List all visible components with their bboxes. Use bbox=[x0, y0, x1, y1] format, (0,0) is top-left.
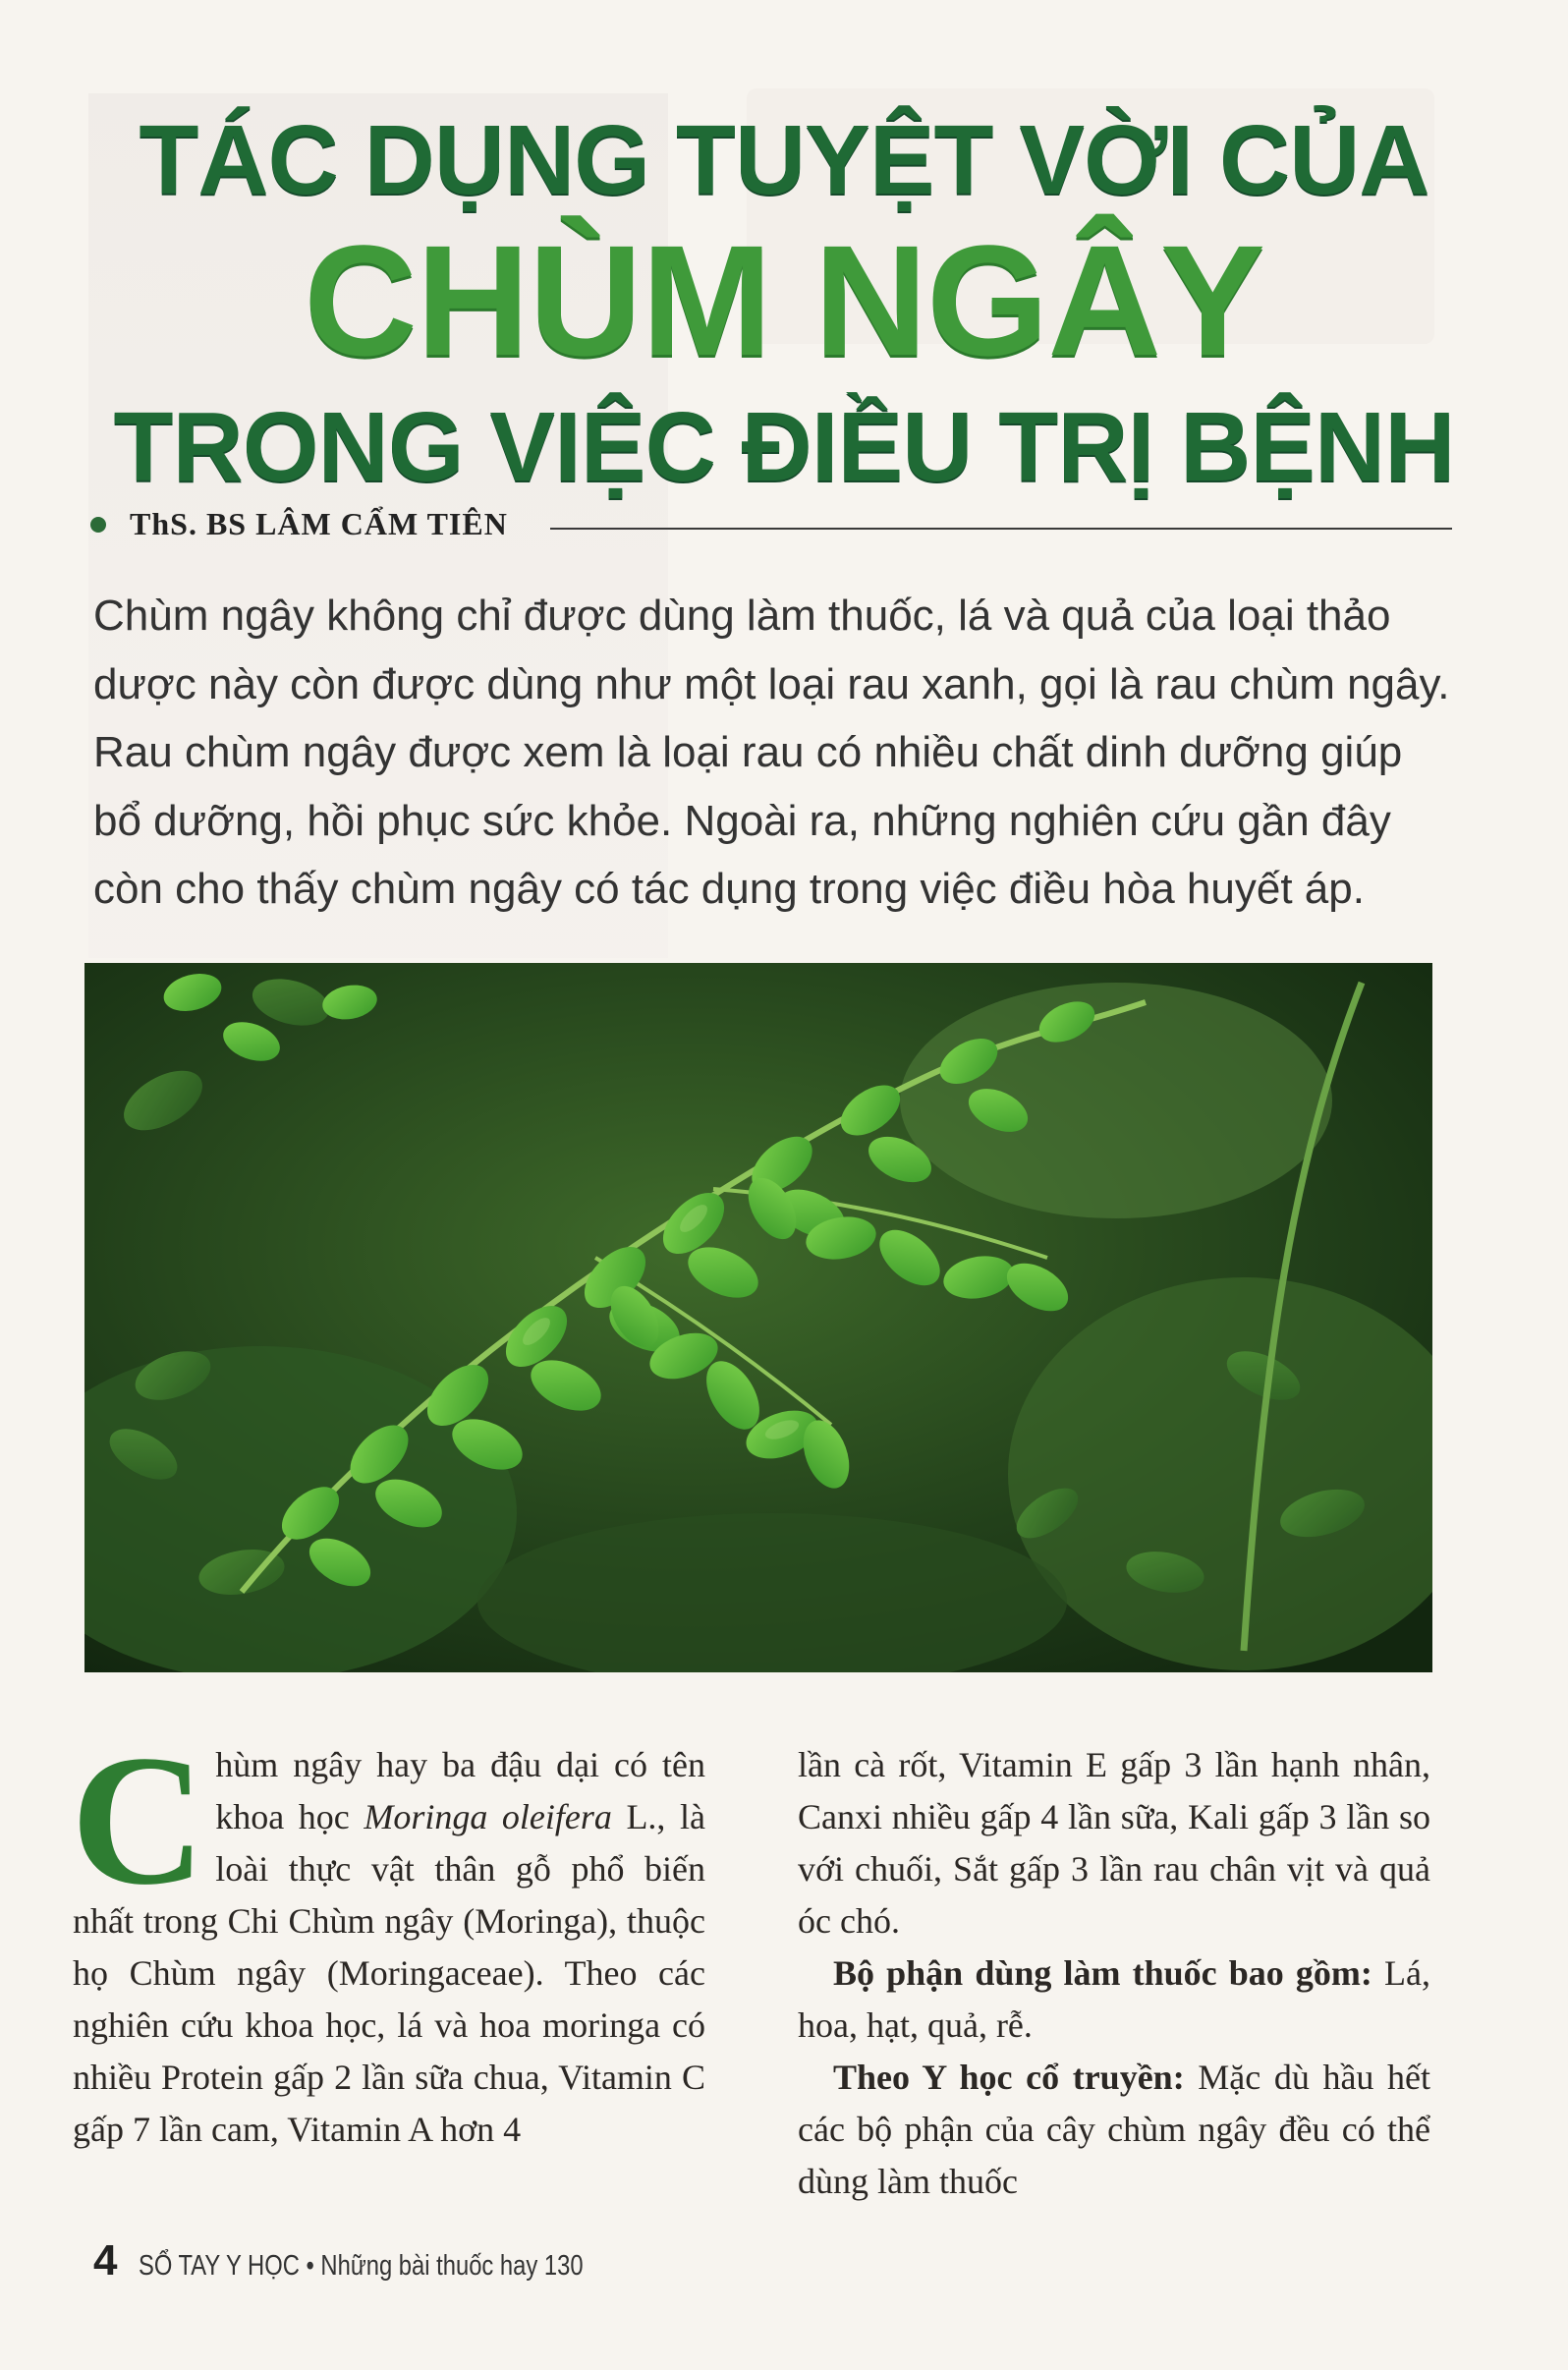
intro-text: Chùm ngây không chỉ được dùng làm thuốc, lá và quả của loại thảo dược này còn được dùng như một loại rau xanh, gọi là rau chùm ngây. Rau chùm ngây được xem là loại rau có nhiều chất dinh dưỡng giúp bổ dưỡng, hồi phục sức khỏe. Ngoài ra, những nghiên cứu gần đây còn cho thấy chùm ngây có tác dụng trong việc điều hòa huyết áp. bbox=[93, 592, 1450, 913]
body-paragraph-1 bbox=[71, 1718, 705, 2156]
byline bbox=[90, 506, 508, 542]
body-column-left bbox=[71, 1718, 705, 2156]
subheading-traditional-medicine: Theo Y học cổ truyền: bbox=[833, 2058, 1185, 2097]
page-number: 4 bbox=[93, 2236, 118, 2285]
text-segment: L., là loài thực vật thân gỗ phổ biến nhất trong Chi Chùm ngây (Moringa), thuộc họ Chùm ngây (Moringaceae). Theo các nghiên cứu khoa học, lá và hoa moringa có nhiều Protein gấp 2 lần sữa chua, Vitamin C gấp 7 lần cam, Vitamin A hơn 4 bbox=[73, 1797, 705, 2149]
text-segment: Mặc dù hầu hết các bộ phận của cây chùm ngây đều có thể dùng làm thuốc bbox=[798, 2058, 1430, 2201]
body-paragraph-continued: lần cà rốt, Vitamin E gấp 3 lần hạnh nhân, Canxi nhiều gấp 4 lần sữa, Kali gấp 3 lần so với chuối, Sắt gấp 3 lần rau chân vịt và quả óc chó. bbox=[798, 1745, 1430, 1941]
author-name: ThS. BS LÂM CẨM TIÊN bbox=[130, 506, 508, 541]
bullet-icon bbox=[90, 517, 106, 533]
body-paragraph-traditional bbox=[798, 2052, 1430, 2208]
latin-name: Moringa oleifera bbox=[364, 1797, 612, 1836]
publication-name: SỔ TAY Y HỌC • Những bài thuốc hay 130 bbox=[139, 2250, 585, 2282]
subheading-parts-used: Bộ phận dùng làm thuốc bao gồm: bbox=[833, 1953, 1372, 1993]
intro-paragraph bbox=[93, 582, 1459, 924]
title-line-2: CHÙM NGÂY bbox=[304, 212, 1264, 388]
text-segment: Lá, hoa, hạt, quả, rễ. bbox=[798, 1953, 1431, 2045]
drop-cap: C bbox=[71, 1718, 206, 1924]
moringa-leaves-photo bbox=[84, 963, 1432, 1672]
byline-rule bbox=[550, 528, 1452, 530]
text-segment: hùm ngây hay ba đậu dại có tên khoa học bbox=[215, 1745, 705, 1836]
title-line-3: TRONG VIỆC ĐIỀU TRỊ BỆNH bbox=[113, 392, 1455, 502]
title-line-1: TÁC DỤNG TUYỆT VỜI CỦA bbox=[139, 105, 1429, 215]
body-paragraph-parts-used bbox=[798, 1947, 1430, 2052]
page-footer bbox=[93, 2236, 681, 2285]
body-column-right bbox=[798, 1739, 1430, 2208]
